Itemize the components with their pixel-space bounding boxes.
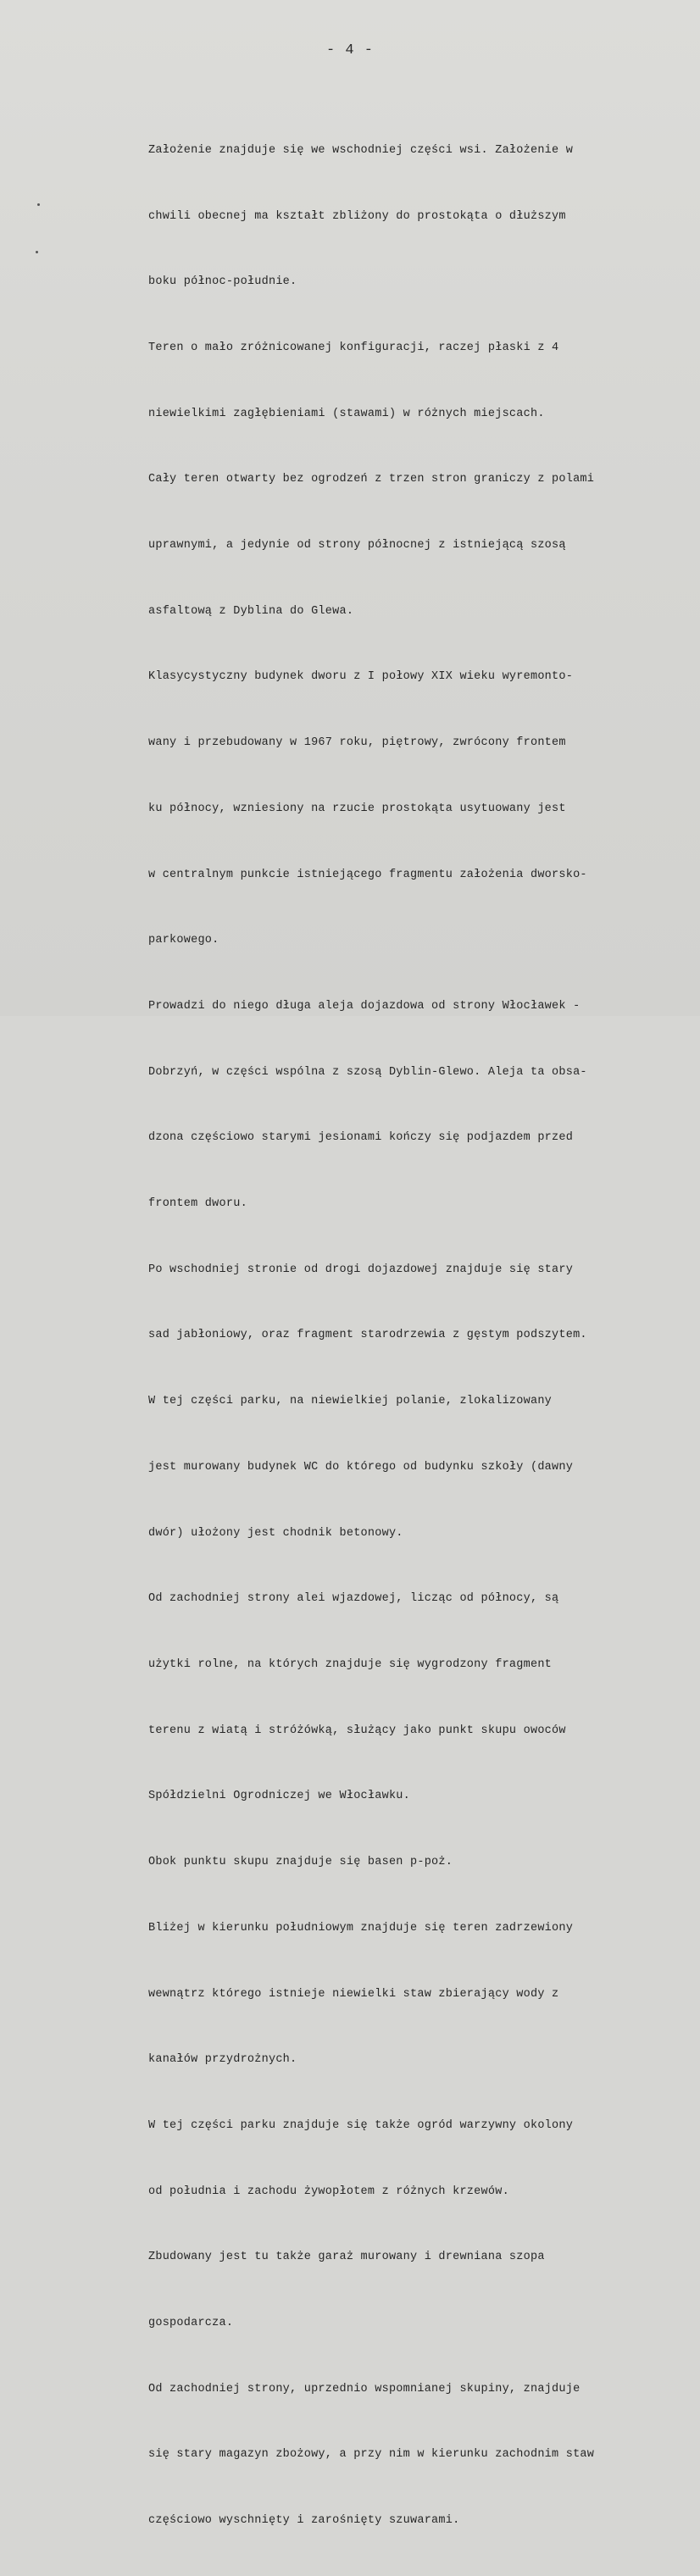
text-line: Po wschodniej stronie od drogi dojazdowej znajduje się stary bbox=[148, 1263, 574, 1276]
text-line: użytki rolne, na których znajduje się wygrodzony fragment bbox=[148, 1657, 553, 1671]
text-line: Dobrzyń, w części wspólna z szosą Dyblin-Glewo. Aleja ta obsa- bbox=[148, 1065, 587, 1079]
text-line: ku północy, wzniesiony na rzucie prostokąta usytuowany jest bbox=[148, 802, 566, 815]
text-line: Bliżej w kierunku południowym znajduje się teren zadrzewiony bbox=[148, 1921, 574, 1935]
text-line: Prowadzi do niego długa aleja dojazdowa od strony Włocławek - bbox=[148, 999, 581, 1013]
paper-speck bbox=[36, 251, 38, 253]
text-line: Od zachodniej strony alei wjazdowej, licząc od północy, są bbox=[148, 1592, 559, 1606]
text-line: parkowego. bbox=[148, 934, 219, 947]
page-number: - 4 - bbox=[325, 42, 374, 58]
text-line: boku północ-południe. bbox=[148, 275, 297, 289]
text-line: Obok punktu skupu znajduje się basen p-poż. bbox=[148, 1856, 453, 1869]
text-line: Założenie znajduje się we wschodniej części wsi. Założenie w bbox=[148, 143, 574, 157]
text-line: Klasycystyczny budynek dworu z I połowy XIX wieku wyremonto- bbox=[148, 670, 574, 684]
text-line: w centralnym punkcie istniejącego fragmentu założenia dworsko- bbox=[148, 868, 587, 881]
text-line: chwili obecnej ma kształt zbliżony do prostokąta o dłuższym bbox=[148, 209, 566, 223]
text-line: terenu z wiatą i stróżówką, służący jako punkt skupu owoców bbox=[148, 1724, 566, 1737]
text-line: dwór) ułożony jest chodnik betonowy. bbox=[148, 1526, 403, 1540]
text-line: jest murowany budynek WC do którego od budynku szkoły (dawny bbox=[148, 1460, 574, 1474]
text-line: niewielkimi zagłębieniami (stawami) w różnych miejscach. bbox=[148, 407, 545, 420]
text-line: frontem dworu. bbox=[148, 1197, 247, 1211]
text-line: asfaltową z Dyblina do Glewa. bbox=[148, 604, 354, 618]
text-line: Teren o mało zróżnicowanej konfiguracji, raczej płaski z 4 bbox=[148, 341, 559, 354]
text-line: W tej części parku, na niewielkiej polanie, zlokalizowany bbox=[148, 1395, 553, 1408]
text-line: od południa i zachodu żywopłotem z różnych krzewów. bbox=[148, 2185, 509, 2198]
text-line: Spółdzielni Ogrodniczej we Włocławku. bbox=[148, 1790, 410, 1803]
text-line: W tej części parku znajduje się także ogród warzywny okolony bbox=[148, 2118, 574, 2132]
paper-speck bbox=[37, 203, 40, 206]
text-line: kanałów przydrożnych. bbox=[148, 2053, 297, 2067]
text-line: uprawnymi, a jedynie od strony północnej z istniejącą szosą bbox=[148, 539, 566, 552]
text-line: się stary magazyn zbożowy, a przy nim w kierunku zachodnim staw bbox=[148, 2448, 595, 2462]
text-line: Zbudowany jest tu także garaż murowany i drewniana szopa bbox=[148, 2251, 545, 2264]
text-line: wewnątrz którego istnieje niewielki staw zbierający wody z bbox=[148, 1987, 559, 2001]
document-body bbox=[148, 96, 699, 2576]
text-line: częściowo wyschnięty i zarośnięty szuwarami. bbox=[148, 2514, 460, 2528]
text-line: dzona częściowo starymi jesionami kończy się podjazdem przed bbox=[148, 1131, 574, 1145]
text-line: gospodarcza. bbox=[148, 2317, 234, 2330]
text-line: sad jabłoniowy, oraz fragment starodrzewia z gęstym podszytem. bbox=[148, 1329, 587, 1342]
text-line: wany i przebudowany w 1967 roku, piętrowy, zwrócony frontem bbox=[148, 736, 566, 750]
text-line: Cały teren otwarty bez ogrodzeń z trzen stron graniczy z polami bbox=[148, 473, 595, 486]
text-line: Od zachodniej strony, uprzednio wspomnianej skupiny, znajduje bbox=[148, 2382, 581, 2396]
